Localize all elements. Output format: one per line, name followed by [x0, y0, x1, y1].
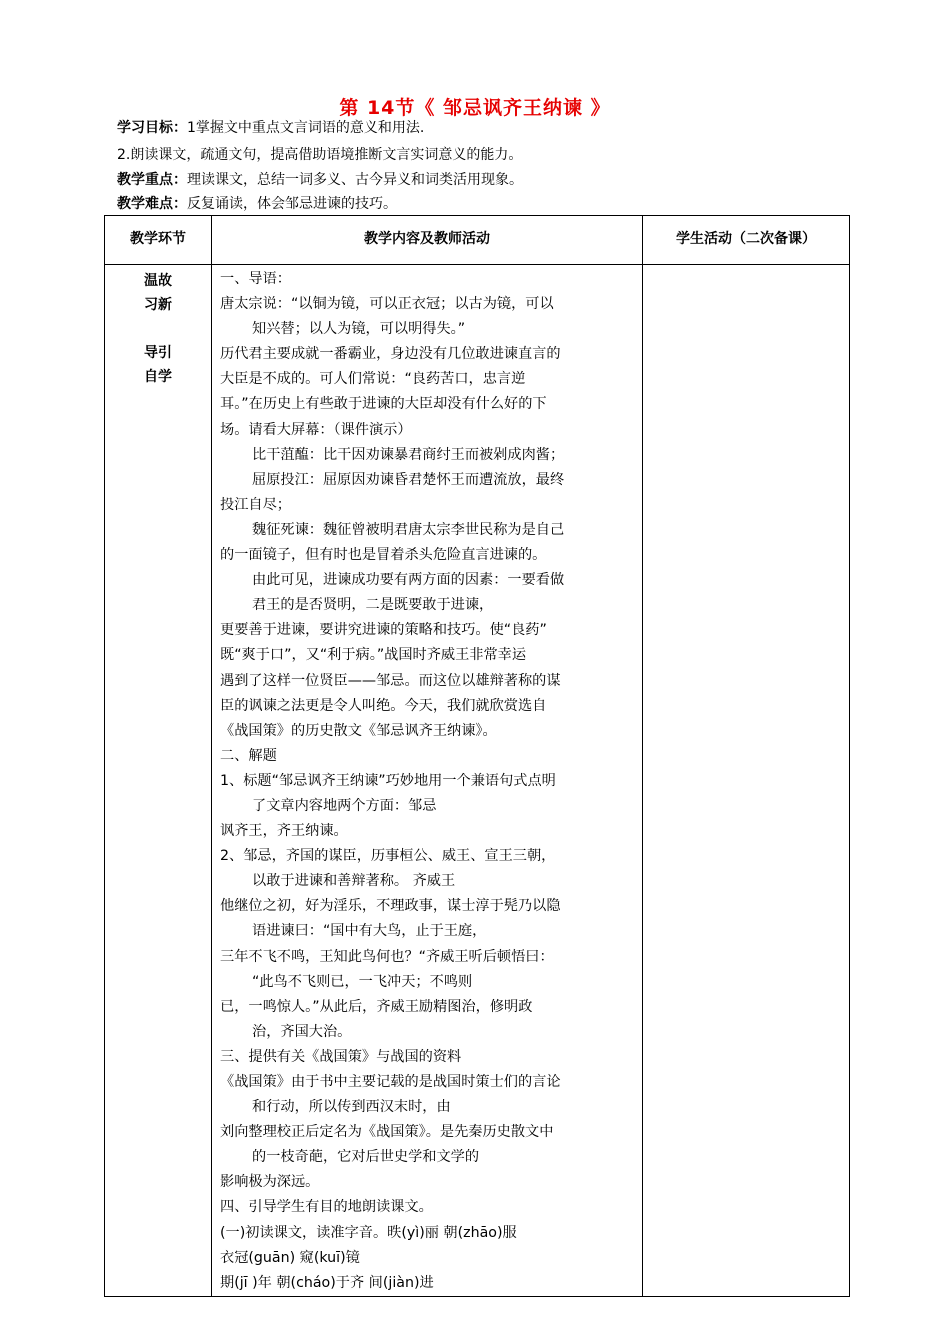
- content-line: 的一面镜子，但有时也是冒着杀头危险直言进谏的。: [220, 547, 547, 564]
- key-text: 理读课文，总结一词多义、古今异义和词类活用现象。: [187, 172, 523, 188]
- difficulty-line: [117, 193, 397, 215]
- content-line: 讽齐王，齐王纳谏。: [220, 823, 348, 840]
- content-line: 刘向整理校正后定名为《战国策》。是先秦历史散文中: [220, 1124, 554, 1141]
- content-line: 屈原投江：屈原因劝谏昏君楚怀王而遭流放，最终: [252, 471, 565, 488]
- content-line: 投江自尽；: [220, 496, 291, 513]
- content-line: 衣冠(guān) 窥(kuī)镜: [220, 1249, 360, 1266]
- content-line: 1、标题“邹忌讽齐王纳谏”巧妙地用一个兼语句式点明: [220, 772, 556, 789]
- content-line: 影响极为深远。: [220, 1174, 320, 1191]
- stage-label: 导引: [144, 345, 172, 361]
- difficulty-text: 反复诵读，体会邹忌进谏的技巧。: [187, 196, 397, 212]
- column-header-content: 教学内容及教师活动: [212, 216, 643, 265]
- content-line: 以敢于进谏和善辩著称。 齐威王: [252, 873, 456, 890]
- stage-label: 温故: [144, 273, 172, 289]
- goal-text-2: 2.朗读课文，疏通文句，提高借助语境推断文言实词意义的能力。: [117, 147, 523, 163]
- content-line: 遇到了这样一位贤臣——邹忌。而这位以雄辩著称的谋: [220, 672, 561, 689]
- goal-label: 学习目标：: [117, 120, 187, 136]
- content-line: 君王的是否贤明，二是既要敢于进谏，: [252, 597, 494, 614]
- table-row: [105, 265, 850, 1297]
- stage-label: 自学: [144, 369, 172, 385]
- content-line: (一)初读课文，读准字音。昳(yì)丽 朝(zhāo)服: [220, 1224, 517, 1241]
- content-line: 一、导语：: [220, 271, 291, 287]
- stage-cell: [105, 265, 212, 1297]
- content-line: 既“爽于口”，又“利于病。”战国时齐威王非常幸运: [220, 647, 527, 664]
- content-line: 治，齐国大治。: [252, 1023, 352, 1040]
- learning-goal-line: [117, 117, 424, 139]
- content-line: “此鸟不飞则已，一飞冲天；不鸣则: [252, 973, 473, 990]
- content-line: 知兴替；以人为镜，可以明得失。”: [252, 321, 466, 338]
- page-title: 第 14节《 邹忌讽齐王纳谏 》: [339, 97, 611, 119]
- content-line: 更要善于进谏，要讲究进谏的策略和技巧。使“良药”: [220, 622, 547, 639]
- content-cell: [212, 265, 643, 1297]
- content-line: 耳。”在历史上有些敢于进谏的大臣却没有什么好的下: [220, 396, 547, 413]
- content-line: 臣的讽谏之法更是令人叫绝。今天，我们就欣赏选自: [220, 697, 547, 714]
- content-line: 比干菹醢：比干因劝谏暴君商纣王而被剁成肉酱；: [252, 446, 565, 463]
- goal-text-1: 1掌握文中重点文言词语的意义和用法.: [187, 120, 425, 136]
- column-header-stage: 教学环节: [105, 216, 212, 265]
- content-line: 语进谏曰：“国中有大鸟，止于王庭，: [252, 923, 487, 940]
- lesson-table: [104, 215, 850, 1297]
- content-line: 的一枝奇葩，它对后世史学和文学的: [252, 1149, 480, 1166]
- stage-label: 习新: [144, 297, 172, 313]
- content-line: 了文章内容地两个方面：邹忌: [252, 797, 437, 814]
- content-line: 2、邹忌，齐国的谋臣，历事桓公、威王、宣王三朝，: [220, 848, 556, 865]
- table-header-row: [105, 216, 850, 265]
- content-line: 三年不飞不鸣，王知此鸟何也？“齐威王听后顿悟曰：: [220, 948, 554, 965]
- content-line: 场。请看大屏幕：（课件演示）: [220, 421, 412, 438]
- content-line: 四、引导学生有目的地朗读课文。: [220, 1199, 433, 1216]
- content-line: 期(jī )年 朝(cháo)于齐 间(jiàn)进: [220, 1274, 434, 1291]
- content-line: 他继位之初，好为淫乐，不理政事，谋士淳于髡乃以隐: [220, 898, 561, 915]
- content-line: 唐太宗说：“以铜为镜，可以正衣冠；以古为镜，可以: [220, 296, 554, 313]
- difficulty-label: 教学难点：: [117, 196, 187, 212]
- student-activity-cell: [643, 265, 850, 1297]
- content-line: 已，一鸣惊人。”从此后，齐威王励精图治，修明政: [220, 998, 533, 1015]
- content-line: 二、解题: [220, 747, 277, 764]
- content-line: 三、提供有关《战国策》与战国的资料: [220, 1048, 462, 1065]
- column-header-student: 学生活动（二次备课）: [643, 216, 850, 265]
- content-line: 和行动，所以传到西汉末时，由: [252, 1099, 451, 1116]
- content-line: 由此可见，进谏成功要有两方面的因素：一要看做: [252, 572, 565, 589]
- key-label: 教学重点：: [117, 172, 187, 188]
- content-line: 《战国策》由于书中主要记载的是战国时策士们的言论: [220, 1074, 561, 1090]
- content-line: 历代君主要成就一番霸业，身边没有几位敢进谏直言的: [220, 346, 561, 363]
- content-line: 大臣是不成的。可人们常说：“良药苦口，忠言逆: [220, 371, 526, 388]
- key-point-line: [117, 169, 523, 191]
- content-line: 《战国策》的历史散文《邹忌讽齐王纳谏》。: [220, 722, 497, 739]
- content-line: 魏征死谏：魏征曾被明君唐太宗李世民称为是自己: [252, 521, 565, 538]
